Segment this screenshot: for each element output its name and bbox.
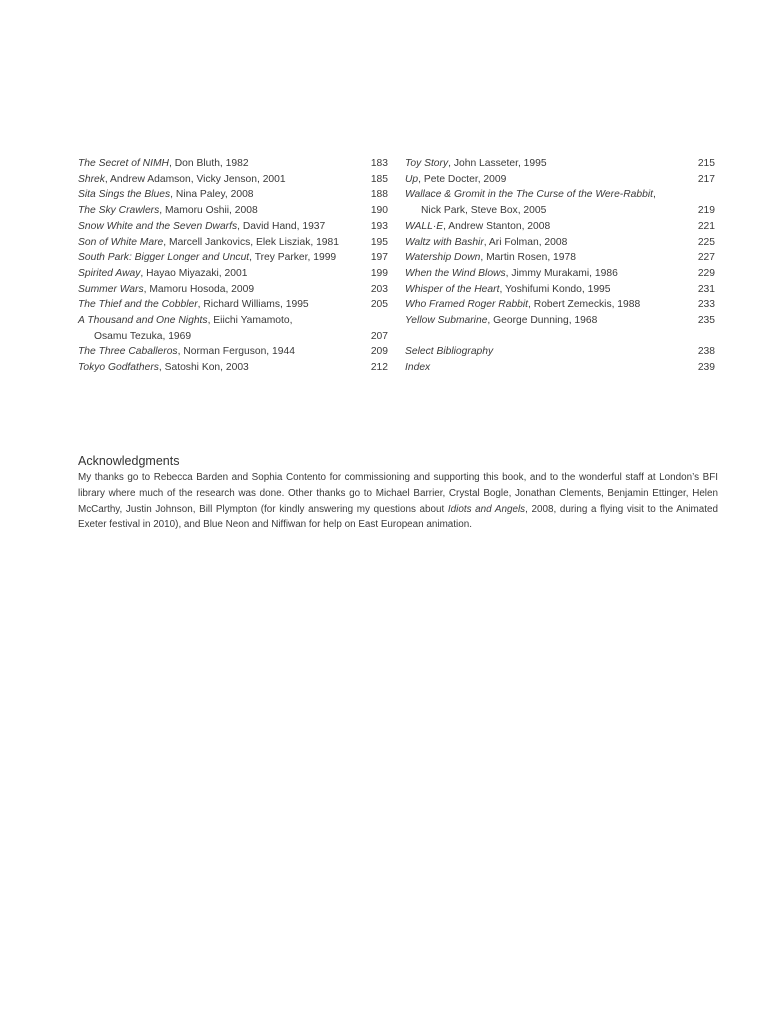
toc-entry-credits: , Yoshifumi Kondo, 1995	[499, 283, 611, 295]
acknowledgments-heading: Acknowledgments	[78, 454, 180, 468]
toc-entry-title: Wallace & Gromit in the The Curse of the Were-Rabbit	[405, 189, 653, 201]
toc-entry-title: Whisper of the Heart	[405, 283, 500, 295]
toc-entry-title: The Secret of NIMH	[78, 158, 169, 169]
toc-entry	[78, 344, 388, 360]
toc-entry	[405, 156, 715, 172]
toc-page-number: 203	[370, 283, 388, 295]
toc-entry-title: Spirited Away	[78, 267, 141, 279]
toc-entry-title: A Thousand and One Nights	[78, 315, 208, 327]
toc-page-number: 195	[370, 236, 388, 248]
toc-entry-credits: , John Lasseter, 1995	[448, 158, 547, 169]
toc-entry-title: Tokyo Godfathers	[78, 362, 159, 374]
toc-page-number: 199	[370, 267, 388, 279]
toc-entry-text	[405, 219, 715, 235]
toc-entry	[78, 219, 388, 235]
toc-entry	[78, 203, 388, 219]
toc-entry-text	[78, 282, 388, 298]
toc-entry-title: The Sky Crawlers	[78, 205, 160, 217]
toc-entry-credits: , Ari Folman, 2008	[483, 236, 568, 248]
toc-entry-credits: , Don Bluth, 1982	[168, 158, 249, 169]
toc-entry	[78, 172, 388, 188]
toc-entry-title: Up	[405, 173, 419, 185]
toc-entry-text	[78, 250, 388, 266]
toc-entry-text	[78, 313, 388, 329]
toc-page-number: 207	[370, 330, 388, 342]
toc-entry	[78, 235, 388, 251]
toc-page-number: 205	[370, 299, 388, 311]
toc-entry-credits: , Richard Williams, 1995	[197, 299, 309, 311]
toc-entry-text	[78, 297, 388, 313]
toc-page-number: 229	[697, 267, 715, 279]
toc-entry-title: Who Framed Roger Rabbit	[405, 299, 529, 311]
toc-page-number: 235	[697, 315, 715, 327]
toc-page-number: 185	[370, 173, 388, 185]
toc-entry-credits: , Nina Paley, 2008	[170, 189, 254, 201]
toc-page-number: 193	[370, 220, 388, 232]
toc-entry-credits: , Marcell Jankovics, Elek Lisziak, 1981	[163, 236, 339, 248]
toc-entry-credits: , Martin Rosen, 1978	[480, 252, 576, 264]
toc-page-number: 190	[370, 205, 388, 217]
toc-entry-credits: , Trey Parker, 1999	[249, 252, 337, 264]
toc-entry-title: Index	[405, 362, 431, 374]
toc-entry	[78, 266, 388, 282]
toc-entry	[78, 297, 388, 313]
toc-entry	[405, 297, 715, 313]
acknowledgments-section	[78, 454, 718, 533]
toc-page-number: 227	[697, 252, 715, 264]
toc-entry-credits: , Andrew Adamson, Vicky Jenson, 2001	[104, 173, 286, 185]
toc-page-number: 215	[697, 158, 715, 169]
toc-entry-text	[78, 266, 388, 282]
toc-page-number: 231	[697, 283, 715, 295]
toc-page-number: 225	[697, 236, 715, 248]
toc-page-number: 212	[370, 362, 388, 374]
toc-entry	[78, 156, 388, 172]
toc-page-number: 188	[370, 189, 388, 201]
toc-entry-credits: , Norman Ferguson, 1944	[177, 346, 295, 358]
toc-entry-title: Son of White Mare	[78, 236, 164, 248]
toc-page-number: 209	[370, 346, 388, 358]
toc-entry	[405, 344, 715, 360]
toc-entry-text	[405, 250, 715, 266]
toc-entry-text	[405, 235, 715, 251]
toc-entry	[405, 266, 715, 282]
toc-entry-text	[405, 187, 715, 203]
toc-entry	[78, 282, 388, 298]
toc-entry-continuation: Osamu Tezuka, 1969	[94, 330, 192, 342]
toc-entry-text	[405, 282, 715, 298]
toc-entry-text	[78, 172, 388, 188]
toc-entry-text	[78, 344, 388, 360]
toc-entry-text	[78, 219, 388, 235]
toc-entry-title: Summer Wars	[78, 283, 144, 295]
toc-entry-credits: ,	[653, 189, 656, 201]
toc-entry-title: Watership Down	[405, 252, 481, 264]
toc-entry-text	[405, 344, 715, 360]
toc-entry-credits: , Hayao Miyazaki, 2001	[140, 267, 248, 279]
toc-page-number: 219	[697, 205, 715, 217]
film-title: Idiots and Angels	[447, 503, 526, 515]
toc-entry-title: The Three Caballeros	[78, 346, 178, 358]
toc-entry-text	[78, 360, 388, 376]
acknowledgments-text-part: , 2008, during a flying visit to the Animated Exeter festival in 2010), and Blue Neon and Niffiwan for help on East European animation.	[78, 503, 718, 531]
toc-entry-text	[405, 266, 715, 282]
toc-entry	[405, 219, 715, 235]
toc-entry-text	[78, 203, 388, 219]
toc-entry	[78, 360, 388, 376]
toc-page-number: 238	[697, 346, 715, 358]
toc-entry-credits: , David Hand, 1937	[237, 220, 326, 232]
toc-entry-credits: , Jimmy Murakami, 1986	[505, 267, 618, 279]
toc-entry-title: Toy Story	[405, 158, 449, 169]
toc-entry-title: Waltz with Bashir	[405, 236, 484, 248]
toc-entry	[405, 187, 715, 218]
toc-entry-title: When the Wind Blows	[405, 267, 506, 279]
toc-entry-title: Sita Sings the Blues	[78, 189, 171, 201]
toc-entry-text	[405, 360, 715, 376]
acknowledgments-text	[78, 470, 718, 533]
toc-entry-credits: , Robert Zemeckis, 1988	[528, 299, 641, 311]
toc-entry-text	[78, 156, 388, 172]
toc-entry-credits: , Mamoru Hosoda, 2009	[143, 283, 255, 295]
acknowledgments-text-part: My thanks go to Rebecca Barden and Sophia Contento for commissioning and supporting this book, and to the wonderful staff at London’s BFI library where much of the research was done. Other thanks go to Michael Barrier, Crystal Bogle, Jonathan Clements, Benjamin Ettinger, Helen McCarthy, Justin Johnson, Bill Plympton (for kindly answering my questions about	[78, 472, 718, 515]
toc-entry	[78, 250, 388, 266]
toc-entry-text	[405, 297, 715, 313]
toc-entry-continuation: Nick Park, Steve Box, 2005	[421, 205, 547, 217]
toc-entry	[405, 282, 715, 298]
toc-entry-title: WALL·E	[405, 220, 444, 232]
toc-entry-title: Snow White and the Seven Dwarfs	[78, 220, 238, 232]
toc-entry-text	[78, 187, 388, 203]
toc-page-number: 217	[697, 173, 715, 185]
toc-page-number: 239	[697, 362, 715, 374]
toc-entry	[405, 250, 715, 266]
toc-entry-title: South Park: Bigger Longer and Uncut	[78, 252, 250, 264]
toc-page-number: 233	[697, 299, 715, 311]
toc-entry-credits: , Mamoru Oshii, 2008	[159, 205, 258, 217]
toc-entry-text	[405, 172, 715, 188]
toc-entry-credits: , Eiichi Yamamoto,	[207, 315, 293, 327]
toc-entry-credits: , Satoshi Kon, 2003	[158, 362, 249, 374]
toc-right-column	[405, 156, 715, 376]
toc-entry-title: Shrek	[78, 173, 105, 185]
toc-entry	[78, 313, 388, 344]
toc-entry-title: Yellow Submarine	[405, 315, 488, 327]
toc-entry-credits: , George Dunning, 1968	[487, 315, 598, 327]
toc-page-number: 197	[370, 252, 388, 264]
toc-entry	[405, 313, 715, 329]
toc-entry-title: Select Bibliography	[405, 346, 494, 358]
toc-page-number: 221	[697, 220, 715, 232]
toc-left-column	[78, 156, 388, 376]
toc-entry-text	[78, 235, 388, 251]
toc-entry-text	[405, 313, 715, 329]
toc-entry-title: The Thief and the Cobbler	[78, 299, 198, 311]
toc-entry	[405, 235, 715, 251]
toc-page-number: 183	[370, 158, 388, 169]
toc-entry	[78, 187, 388, 203]
toc-entry-credits: , Andrew Stanton, 2008	[443, 220, 551, 232]
toc-spacer	[405, 329, 715, 345]
toc-entry	[405, 360, 715, 376]
toc-entry-credits: , Pete Docter, 2009	[418, 173, 507, 185]
toc-entry-text	[405, 156, 715, 172]
toc-entry	[405, 172, 715, 188]
